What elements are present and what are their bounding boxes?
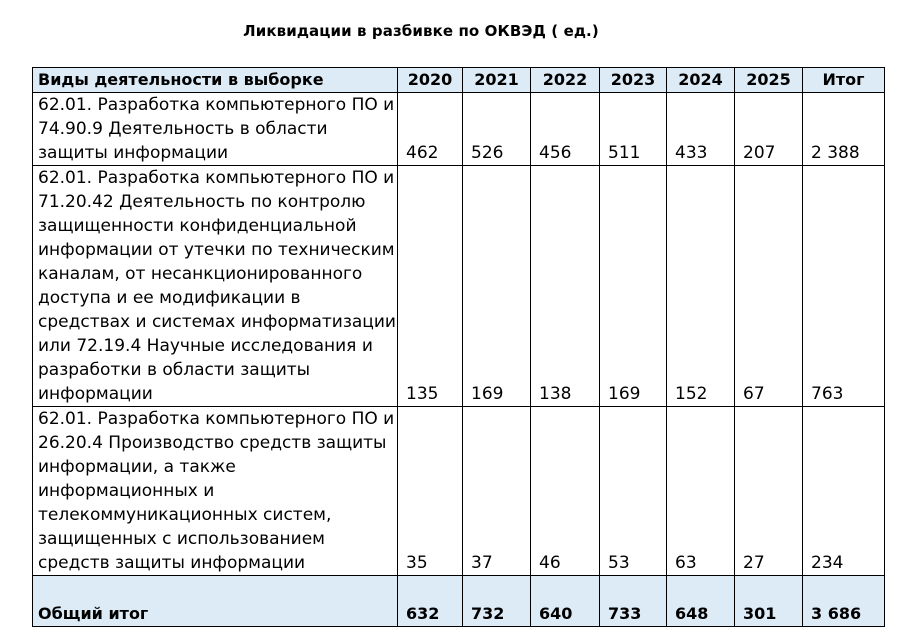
header-activity: Виды деятельности в выборке [33,68,398,93]
cell-2020: 462 [398,93,463,166]
cell-2024: 433 [667,93,735,166]
header-2023: 2023 [600,68,667,93]
row-activity-name: 62.01. Разработка компьютерного ПО и 74.90.9 Деятельность в области защиты информации [33,93,398,166]
cell-total: 234 [803,407,885,576]
row-activity-name: 62.01. Разработка компьютерного ПО и 71.20.42 Деятельность по контролю защищенности конфиденциальной информации от утечки по техническим каналам, от несанкционированного доступа и ее модификации в средствах и системах информатизации или 72.19.4 Научные исследования и разработки в области защиты информации [33,166,398,407]
total-2020: 632 [398,576,463,627]
cell-2021: 526 [463,93,531,166]
cell-2024: 152 [667,166,735,407]
cell-total: 763 [803,166,885,407]
grand-total-label: Общий итог [33,576,398,627]
cell-2020: 35 [398,407,463,576]
header-2021: 2021 [463,68,531,93]
header-2024: 2024 [667,68,735,93]
total-2021: 732 [463,576,531,627]
cell-2024: 63 [667,407,735,576]
cell-2025: 67 [735,166,803,407]
cell-2025: 27 [735,407,803,576]
cell-2021: 37 [463,407,531,576]
cell-2023: 53 [600,407,667,576]
cell-2022: 456 [531,93,600,166]
cell-total: 2 388 [803,93,885,166]
cell-2021: 169 [463,166,531,407]
total-2023: 733 [600,576,667,627]
total-2025: 301 [735,576,803,627]
total-2022: 640 [531,576,600,627]
okved-liquidations-table [32,67,885,627]
header-row [33,68,885,93]
row-activity-name: 62.01. Разработка компьютерного ПО и 26.20.4 Производство средств защиты информации, а также информационных и телекоммуникационных систем, защищенных с использованием средств защиты информации [33,407,398,576]
cell-2023: 169 [600,166,667,407]
table-row [33,93,885,166]
header-2020: 2020 [398,68,463,93]
cell-2025: 207 [735,93,803,166]
cell-2020: 135 [398,166,463,407]
header-2025: 2025 [735,68,803,93]
header-total: Итог [803,68,885,93]
total-2024: 648 [667,576,735,627]
table-title: Ликвидации в разбивке по ОКВЭД ( ед.) [243,22,599,40]
total-grand: 3 686 [803,576,885,627]
cell-2022: 46 [531,407,600,576]
table-row [33,166,885,407]
cell-2022: 138 [531,166,600,407]
cell-2023: 511 [600,93,667,166]
table-row [33,407,885,576]
grand-total-row [33,576,885,627]
header-2022: 2022 [531,68,600,93]
